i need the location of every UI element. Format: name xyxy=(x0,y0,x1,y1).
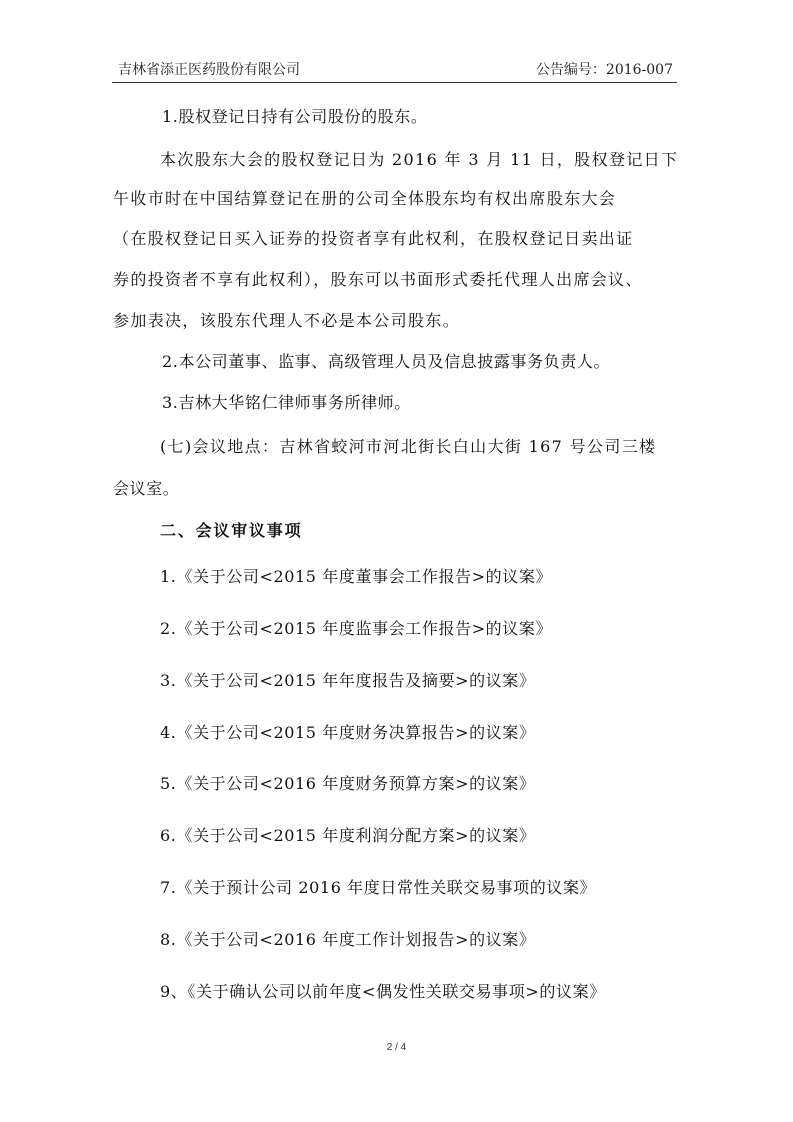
page-header xyxy=(112,56,677,80)
paragraph-directors: 2.本公司董事、监事、高级管理人员及信息披露事务负责人。 xyxy=(162,352,611,371)
agenda-item: 3.《关于公司<2015 年年度报告及摘要>的议案》 xyxy=(160,671,536,690)
company-name: 吉林省添正医药股份有限公司 xyxy=(118,62,300,78)
paragraph-venue-line: 会议室。 xyxy=(113,479,180,498)
page-number: 2 / 4 xyxy=(386,1042,407,1053)
agenda-item: 9、《关于确认公司以前年度<偶发性关联交易事项>的议案》 xyxy=(160,982,606,1001)
agenda-item: 6.《关于公司<2015 年度利润分配方案>的议案》 xyxy=(160,826,536,845)
header-divider xyxy=(112,82,677,83)
paragraph-record-date-line: 本次股东大会的股权登记日为 2016 年 3 月 11 日，股权登记日下 xyxy=(160,150,679,169)
agenda-item: 4.《关于公司<2015 年度财务决算报告>的议案》 xyxy=(160,723,536,742)
paragraph-record-date-line: （在股权登记日买入证券的投资者享有此权利，在股权登记日卖出证 xyxy=(113,229,634,248)
section-title: 二、会议审议事项 xyxy=(160,521,303,540)
paragraph-lawyers: 3.吉林大华铭仁律师事务所律师。 xyxy=(162,393,411,412)
agenda-item: 7.《关于预计公司 2016 年度日常性关联交易事项的议案》 xyxy=(160,878,597,897)
agenda-item: 2.《关于公司<2015 年度监事会工作报告>的议案》 xyxy=(160,619,553,638)
agenda-item: 1.《关于公司<2015 年度董事会工作报告>的议案》 xyxy=(160,567,553,586)
agenda-item: 8.《关于公司<2016 年度工作计划报告>的议案》 xyxy=(160,930,536,949)
paragraph-record-date-line: 参加表决，该股东代理人不必是本公司股东。 xyxy=(113,311,461,330)
paragraph-shareholders: 1.股权登记日持有公司股份的股东。 xyxy=(162,107,428,126)
paragraph-venue-line: (七)会议地点：吉林省蛟河市河北街长白山大街 167 号公司三楼 xyxy=(160,437,657,456)
paragraph-record-date-line: 券的投资者不享有此权利），股东可以书面形式委托代理人出席会议、 xyxy=(113,270,643,289)
paragraph-record-date-line: 午收市时在中国结算登记在册的公司全体股东均有权出席股东大会 xyxy=(113,189,617,208)
announcement-number: 公告编号：2016-007 xyxy=(535,62,673,78)
agenda-item: 5.《关于公司<2016 年度财务预算方案>的议案》 xyxy=(160,774,536,793)
